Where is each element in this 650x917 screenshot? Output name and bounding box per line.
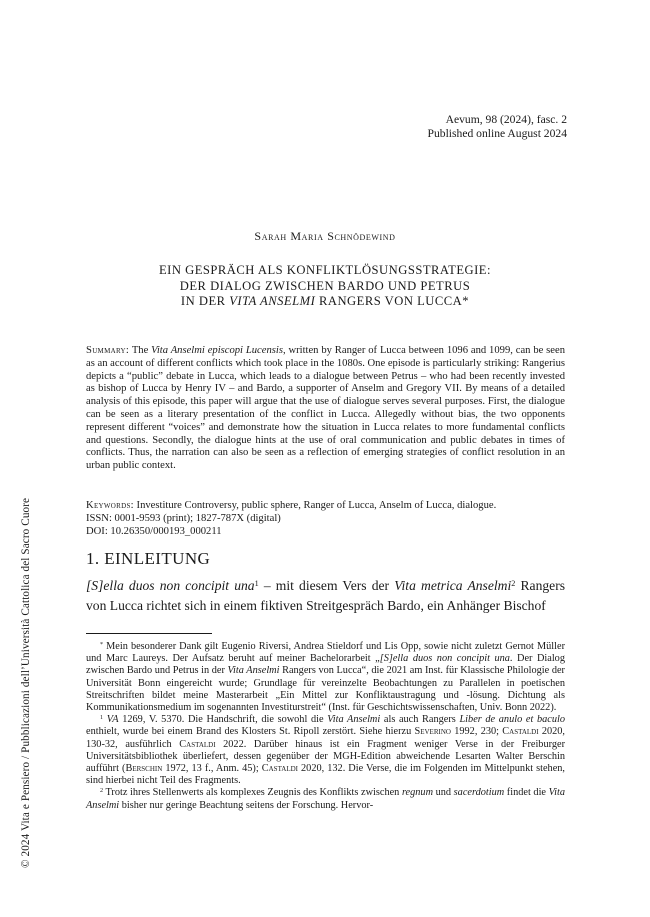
footnote-text: 2020, 130-32, ausführlich (86, 726, 565, 750)
footnote-divider (86, 633, 212, 634)
body-text: Rangers von Lucca richtet sich in einem fiktiven Streitgespräch Bardo, ein Anhänger Bischof (86, 578, 566, 613)
title-line-1: EIN GESPRÄCH ALS KONFLIKTLÖSUNGSSTRATEGIE: (158, 263, 491, 277)
footnote-star (86, 641, 565, 714)
title-line-2: DER DIALOG ZWISCHEN BARDO UND PETRUS (179, 278, 471, 293)
keywords-label: Keywords: (86, 500, 134, 511)
summary (86, 345, 565, 473)
footnote-text: Mein besonderer Dank gilt Eugenio Riversi, Andrea Stieldorf und Lis Opp, sowie nicht zuletzt Gernot Müller und Marc Laureys. Der Aufsatz beruht auf meiner Bachelorarbeit „ (86, 641, 565, 665)
footnote-2 (86, 787, 565, 811)
footnote-italic: Vita Anselmi (327, 714, 381, 726)
footnote-italic: regnum (401, 787, 434, 799)
title-line-3-italic: VITA ANSELMI (229, 294, 316, 308)
body-text: – mit diesem Vers der (258, 578, 395, 593)
footnote-text: als auch Rangers (380, 714, 460, 726)
footnote-author: Castaldi (261, 763, 298, 775)
footnote-ref-2[interactable]: 2 (511, 578, 516, 588)
footnote-text: bisher nur geringe Beachtung seitens der Forschung. Hervor- (119, 799, 374, 811)
footnote-mark: 2 (100, 787, 104, 795)
footnote-author: Berschin (125, 763, 163, 775)
keywords-text: Investiture Controversy, public sphere, Ranger of Lucca, Anselm of Lucca, dialogue. (133, 500, 497, 511)
footnote-ref-1[interactable]: 1 (254, 578, 259, 588)
journal-info (428, 113, 567, 141)
footnote-italic: sacerdotium (453, 787, 505, 799)
footnote-author: Castaldi (502, 726, 539, 738)
footnote-text: 2022. Darüber hinaus ist ein Fragment weniger Verse in der Freiburger Universitätsbibliothek überliefert, dessen gegenüber der MGH-Edition abweichende Lesarten Walter Berschin aufführt ( (86, 738, 565, 775)
footnote-text: Rangers von Lucca“, die 2021 am Inst. für Klassische Philologie der Universität Bonn eingereicht wurde; Grundlage für vereinzelte Beobachtungen zu Parallelen in poetischen Streitschriften bildet meine Masterarbeit „Ein Mittel zur Konfliktaustragung und -lösung. Dichtung als Kommunikationsmedium im sogenannten Investiturstreit“ (Inst. für Geschichtswissenschaften, Univ. Bonn 2022). (86, 665, 565, 714)
footnote-italic: Liber de anulo et baculo (459, 714, 565, 726)
issn: ISSN: 0001-9593 (print); 1827-787X (digital) (86, 513, 281, 524)
article-title (0, 263, 650, 310)
footnote-italic: Vita Anselmi (227, 665, 280, 677)
summary-text: The (129, 345, 152, 356)
footnote-author: Castaldi (179, 738, 216, 750)
keywords (86, 500, 565, 513)
footnote-text: 1972, 13 f., Anm. 45); (162, 763, 262, 775)
footnote-italic: VA (106, 714, 119, 726)
footnote-mark: 1 (100, 714, 104, 722)
title-line-3-post: RANGERS VON LUCCA* (315, 294, 470, 308)
footnote-text: . Der Dialog zwischen Bardo und Petrus in der (86, 653, 565, 677)
title-line-3 (0, 294, 650, 310)
body-paragraph (86, 576, 565, 616)
body-italic: Vita metrica Anselmi (394, 578, 512, 593)
summary-italic: Vita Anselmi episcopi Lucensis (151, 345, 283, 356)
footnotes (86, 641, 565, 812)
title-line-3-pre: IN DER (180, 294, 230, 308)
footnote-text: Trotz ihres Stellenwerts als komplexes Zeugnis des Konflikts zwischen (103, 787, 402, 799)
author-name: Sarah Maria Schnödewind (254, 229, 396, 243)
footnote-text: findet die (504, 787, 549, 799)
footnote-text: enthielt, wurde bei einem Brand des Klosters St. Ripoll zerstört. Siehe hierzu (86, 726, 415, 738)
body-italic: [S]ella duos non concipit una (86, 578, 255, 593)
footnote-text: 2020, 132. Die Verse, die im Folgenden im Mittelpunkt stehen, sind hierbei nicht Teil des Fragments. (86, 763, 565, 787)
summary-text: , written by Ranger of Lucca between 1096 and 1099, can be seen as an account of different conflicts which took place in the 1080s. One episode is particularly striking: Rangerius depicts a “public” debate in Lucca, which leads to a dialogue between Petrus – who had been recently invested as bishop of Lucca by Henry IV – and Bardo, a supporter of Anselm and Gregory VII. By means of a detailed analysis of this episode, this paper will argue that the use of dialogue serves several purposes. First, the dialogue can be seen as a literary presentation of the conflict in Lucca. Allegedly without bias, the two opponents represent different “voices” and demonstrate how the situation in Lucca relates to more fundamental conflicts and questions. Secondly, the dialogue hints at the use of oral communication and public debates in times of conflicts. Thus, the narration can also be seen as a reflection of emerging strategies of conflict resolution in an urban public context. (86, 345, 566, 472)
footnote-author: Severino (414, 726, 451, 738)
footnote-text: 1992, 230; (450, 726, 503, 738)
footnote-text: und (433, 787, 454, 799)
footnote-mark: * (100, 640, 104, 648)
journal-citation: Aevum, 98 (2024), fasc. 2 (445, 113, 567, 126)
copyright-sidebar: © 2024 Vita e Pensiero / Pubblicazioni dell’Università Cattolica del Sacro Cuore (20, 497, 32, 868)
publication-date: Published online August 2024 (427, 127, 567, 140)
section-heading: 1. EINLEITUNG (86, 549, 211, 568)
footnote-italic: [S]ella duos non concipit una (379, 653, 510, 665)
footnote-text: 1269, V. 5370. Die Handschrift, die sowohl die (118, 714, 328, 726)
footnote-1 (86, 714, 565, 787)
summary-label: Summary: (86, 345, 130, 356)
doi: DOI: 10.26350/000193_000211 (86, 526, 222, 537)
footnote-italic: Vita Anselmi (86, 787, 566, 811)
